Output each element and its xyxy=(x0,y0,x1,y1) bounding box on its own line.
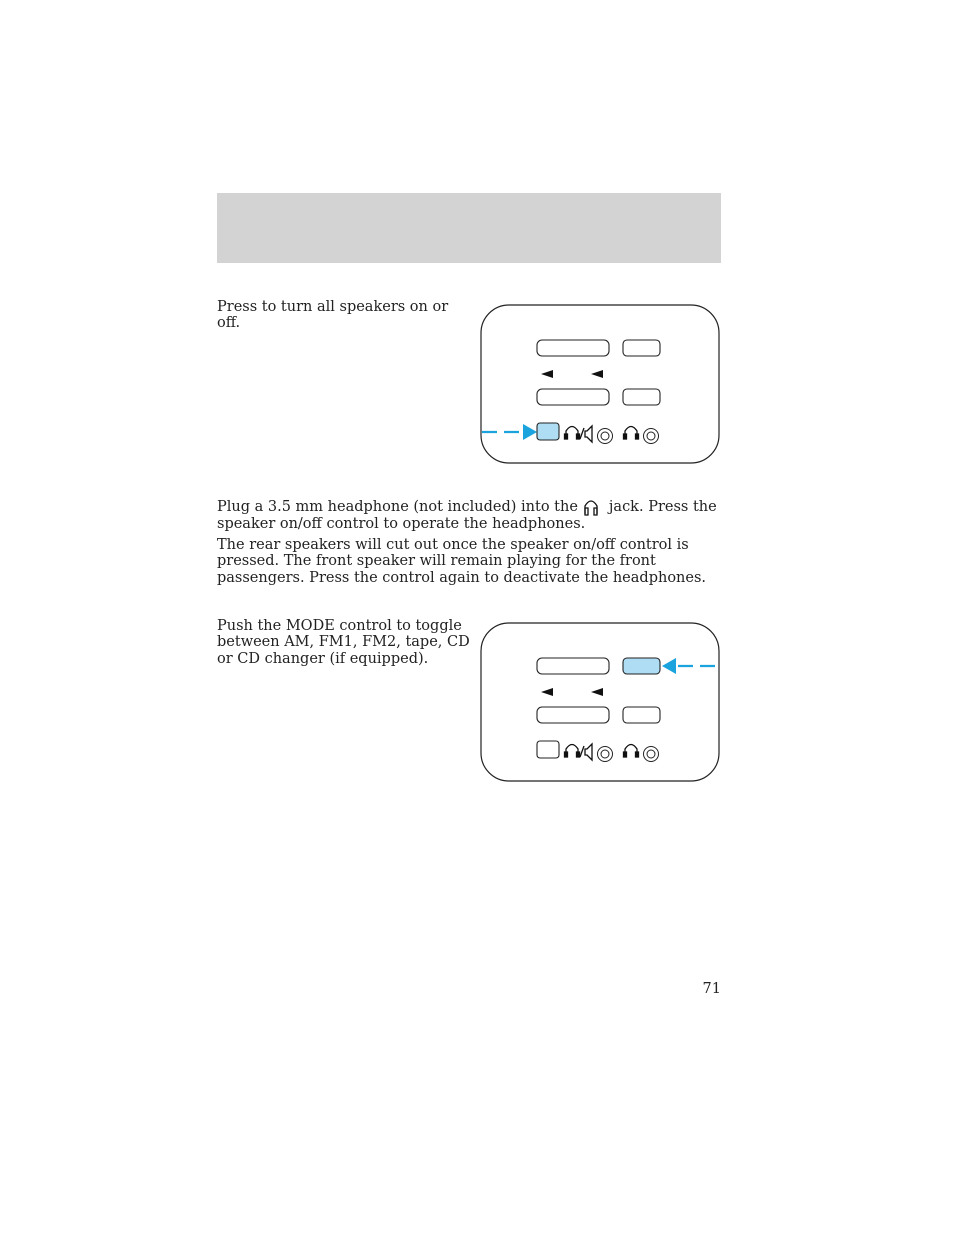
control-panel-outline xyxy=(481,623,719,781)
volume-bar-button xyxy=(537,658,609,674)
headphone-icon xyxy=(582,498,600,516)
speaker-onoff-button xyxy=(537,741,559,758)
page-number: 71 xyxy=(702,981,721,997)
memory-button xyxy=(623,707,660,723)
mode-button xyxy=(623,340,660,356)
speaker-instruction-text: Press to turn all speakers on or off. xyxy=(217,299,449,332)
rear-seat-controls-diagram-mode xyxy=(480,622,720,782)
plug-text-end: jack. Press the speaker on/off control to operate the headphones. xyxy=(217,499,717,532)
mode-instruction-text: Push the MODE control to toggle between AM, FM1, FM2, tape, CD or CD changer (if equipped). xyxy=(217,618,470,667)
plug-text-start: Plug a 3.5 mm headphone (not included) into the xyxy=(217,499,578,515)
control-panel-outline xyxy=(481,305,719,463)
section-header-band xyxy=(217,193,721,263)
memory-button xyxy=(623,389,660,405)
tune-bar-button xyxy=(537,389,609,405)
rear-seat-controls-diagram-speaker xyxy=(480,304,720,464)
headphone-plug-text xyxy=(217,498,722,532)
rear-speakers-text: The rear speakers will cut out once the speaker on/off control is pressed. The front speaker will remain playing for the front passengers. Press the control again to deactivate the headphones. xyxy=(217,537,707,586)
volume-bar-button xyxy=(537,340,609,356)
speaker-onoff-button-highlighted xyxy=(537,423,559,440)
tune-bar-button xyxy=(537,707,609,723)
mode-button-highlighted xyxy=(623,658,660,674)
